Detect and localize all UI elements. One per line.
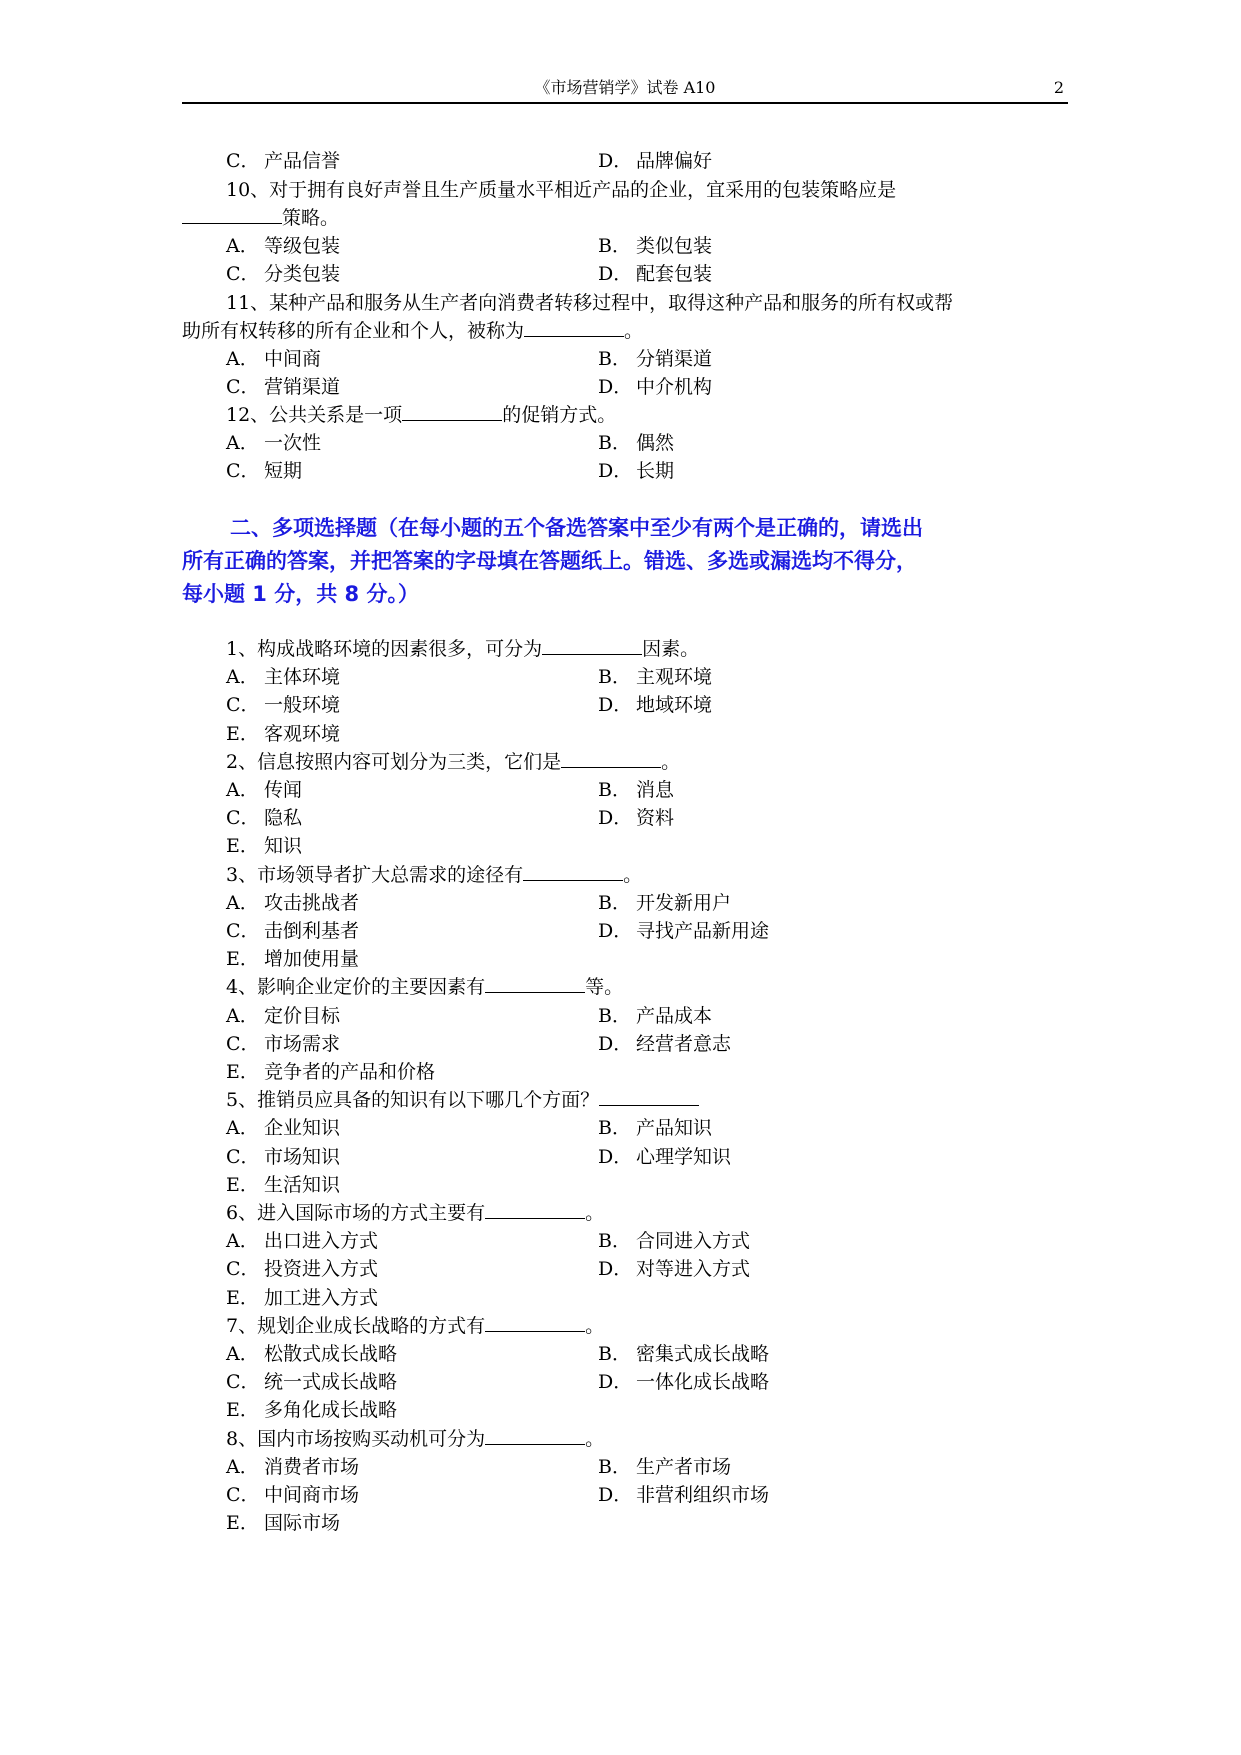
mc-question-7-option: E． 多角化成长战略	[226, 1399, 398, 1421]
mc-question-5-option: A． 企业知识	[226, 1117, 341, 1139]
mc-question-3-option: E． 增加使用量	[226, 948, 360, 970]
answer-blank	[599, 1087, 699, 1106]
mc-question-2-option: B． 消息	[598, 779, 675, 801]
answer-blank	[542, 636, 642, 655]
mc-question-8-option: D． 非营利组织市场	[598, 1484, 770, 1506]
page-number: 2	[1053, 78, 1064, 97]
q10-stem: 10、对于拥有良好声誉且生产质量水平相近产品的企业，宜采用的包装策略应是	[226, 179, 897, 201]
mc-question-2-option: D． 资料	[598, 807, 675, 829]
answer-blank	[524, 318, 624, 337]
mc-question-2-option: E． 知识	[226, 835, 303, 857]
mc-question-4-option: E． 竞争者的产品和价格	[226, 1061, 436, 1083]
q11-option-a: A． 中间商	[226, 348, 322, 370]
mc-question-6-option: A． 出口进入方式	[226, 1230, 379, 1252]
mc-question-2-option: A． 传闻	[226, 779, 303, 801]
mc-question-7-option: B． 密集式成长战略	[598, 1343, 770, 1365]
mc-question-6-option: D． 对等进入方式	[598, 1258, 751, 1280]
answer-blank	[402, 402, 502, 421]
mc-question-4-stem: 4、影响企业定价的主要因素有 等。	[226, 976, 624, 998]
mc-question-7-option: C． 统一式成长战略	[226, 1371, 398, 1393]
mc-question-2-option: C． 隐私	[226, 807, 303, 829]
mc-question-5-option: E． 生活知识	[226, 1174, 341, 1196]
mc-question-5-option: D． 心理学知识	[598, 1146, 732, 1168]
mc-question-3-option: A． 攻击挑战者	[226, 892, 360, 914]
answer-blank	[485, 974, 585, 993]
exam-title: 《市场营销学》试卷 A10	[534, 78, 716, 97]
q10-option-c: C． 分类包装	[226, 263, 341, 285]
section2-heading: 二、多项选择题（在每小题的五个备选答案中至少有两个是正确的，请选出 所有正确的答案，并把答案的字母填在答题纸上。错选、多选或漏选均不得分， 每小题 1 分，共 8 分。）	[182, 516, 923, 606]
mc-question-6-option: B． 合同进入方式	[598, 1230, 751, 1252]
q11-option-d: D． 中介机构	[598, 376, 713, 398]
answer-blank	[182, 205, 282, 224]
answer-blank	[485, 1200, 585, 1219]
mc-question-3-stem: 3、市场领导者扩大总需求的途径有 。	[226, 864, 643, 886]
q9-option-c: C． 产品信誉	[226, 150, 341, 172]
mc-question-5-option: C． 市场知识	[226, 1146, 341, 1168]
mc-question-7-stem: 7、规划企业成长战略的方式有 。	[226, 1315, 605, 1337]
mc-question-8-option: C． 中间商市场	[226, 1484, 360, 1506]
page-header	[182, 78, 1068, 104]
mc-question-3-option: D． 寻找产品新用途	[598, 920, 770, 942]
q10-stem-cont: 策略。	[182, 205, 339, 231]
q11-stem-cont: 助所有权转移的所有企业和个人，被称为 。	[182, 320, 644, 342]
q10-option-b: B． 类似包装	[598, 235, 713, 257]
mc-question-8-stem: 8、国内市场按购买动机可分为 。	[226, 1428, 605, 1450]
mc-question-6-option: C． 投资进入方式	[226, 1258, 379, 1280]
mc-question-1-stem: 1、构成战略环境的因素很多，可分为 因素。	[226, 638, 700, 660]
mc-question-3-option: B． 开发新用户	[598, 892, 732, 914]
answer-blank	[485, 1426, 585, 1445]
q11-stem: 11、某种产品和服务从生产者向消费者转移过程中，取得这种产品和服务的所有权或帮	[226, 292, 954, 314]
mc-question-1-option: A． 主体环境	[226, 666, 341, 688]
q12-stem: 12、公共关系是一项 的促销方式。	[226, 404, 617, 426]
q10-option-a: A． 等级包装	[226, 235, 341, 257]
mc-question-1-option: E． 客观环境	[226, 723, 341, 745]
mc-question-2-stem: 2、信息按照内容可划分为三类，它们是 。	[226, 751, 681, 773]
mc-question-6-stem: 6、进入国际市场的方式主要有 。	[226, 1202, 605, 1224]
answer-blank	[485, 1313, 585, 1332]
mc-question-3-option: C． 击倒利基者	[226, 920, 360, 942]
mc-question-8-option: B． 生产者市场	[598, 1456, 732, 1478]
mc-question-8-option: E． 国际市场	[226, 1512, 341, 1534]
q11-option-b: B． 分销渠道	[598, 348, 713, 370]
mc-question-1-option: C． 一般环境	[226, 694, 341, 716]
mc-question-1-option: D． 地域环境	[598, 694, 713, 716]
q12-option-b: B． 偶然	[598, 432, 675, 454]
mc-question-4-option: C． 市场需求	[226, 1033, 341, 1055]
q10-option-d: D． 配套包装	[598, 263, 713, 285]
mc-question-4-option: A． 定价目标	[226, 1005, 341, 1027]
answer-blank	[561, 749, 661, 768]
mc-question-6-option: E． 加工进入方式	[226, 1287, 379, 1309]
q12-option-c: C． 短期	[226, 460, 303, 482]
mc-question-7-option: D． 一体化成长战略	[598, 1371, 770, 1393]
q9-option-d: D． 品牌偏好	[598, 150, 713, 172]
mc-question-5-option: B． 产品知识	[598, 1117, 713, 1139]
mc-question-8-option: A． 消费者市场	[226, 1456, 360, 1478]
mc-question-7-option: A． 松散式成长战略	[226, 1343, 398, 1365]
q11-option-c: C． 营销渠道	[226, 376, 341, 398]
answer-blank	[523, 862, 623, 881]
mc-question-4-option: D． 经营者意志	[598, 1033, 732, 1055]
mc-question-4-option: B． 产品成本	[598, 1005, 713, 1027]
mc-question-5-stem: 5、推销员应具备的知识有以下哪几个方面？	[226, 1087, 699, 1113]
q12-option-a: A． 一次性	[226, 432, 322, 454]
q12-option-d: D． 长期	[598, 460, 675, 482]
mc-question-1-option: B． 主观环境	[598, 666, 713, 688]
